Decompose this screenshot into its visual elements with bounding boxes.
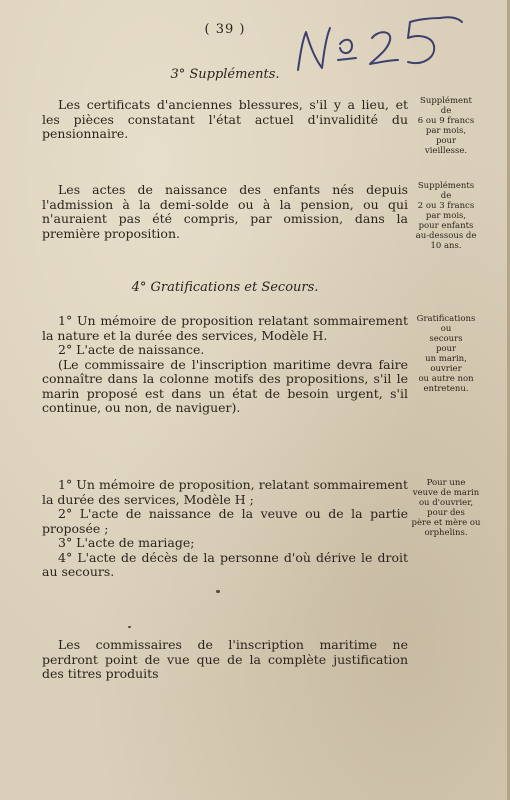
paragraph-gratifications-marin	[42, 314, 408, 416]
paragraph-text: Les commissaires de l'inscription maritime ne perdront point de vue que de la complète justification des titres produits	[42, 637, 408, 681]
paragraph-closing	[42, 638, 408, 682]
ink-spot	[216, 590, 220, 593]
paragraph-certificats	[42, 98, 408, 142]
margin-note-vieillesse: Supplément de 6 ou 9 francs par mois, pour vieillesse.	[417, 96, 475, 156]
list-item: 2° L'acte de naissance.	[58, 342, 205, 357]
paragraph-text: Les actes de naissance des enfants nés depuis l'admission à la demi-solde ou à la pension, ou qui n'auraient pas été compris, par omission, dans la première proposition.	[42, 182, 408, 241]
paragraph-actes-naissance	[42, 183, 408, 241]
paragraph-gratifications-veuve	[42, 478, 408, 580]
list-item: 4° L'acte de décès de la personne d'où dérive le droit au secours.	[42, 549, 408, 579]
section-heading-gratifications: 4° Gratifications et Secours.	[131, 280, 319, 295]
page-number: ( 39 )	[204, 22, 246, 37]
paragraph-text: Les certificats d'anciennes blessures, s'il y a lieu, et les pièces constatant l'état actuel d'invalidité du pensionnaire.	[42, 97, 408, 141]
list-item: 1° Un mémoire de proposition relatant sommairement la nature et la durée des services, Modèle H.	[42, 313, 408, 343]
list-item: 1° Un mémoire de proposition, relatant sommairement la durée des services, Modèle H ;	[42, 477, 408, 507]
margin-note-marin: Gratifications ou secours pour un marin, ouvrier ou autre non entretenu.	[416, 314, 476, 394]
margin-note-veuve: Pour une veuve de marin ou d'ouvrier, pour des père et mère ou orphelins.	[411, 478, 481, 538]
list-item: 3° L'acte de mariage;	[58, 535, 195, 550]
list-item: (Le commissaire de l'inscription maritime devra faire connaître dans la colonne motifs des propositions, s'il le marin proposé est dans un état de besoin urgent, s'il continue, ou non, de naviguer).	[42, 356, 408, 415]
ink-spot	[128, 626, 131, 628]
margin-note-enfants: Suppléments de 2 ou 3 francs par mois, pour enfants au-dessous de 10 ans.	[415, 181, 477, 251]
section-heading-supplements: 3° Suppléments.	[170, 67, 280, 82]
list-item: 2° L'acte de naissance de la veuve ou de la partie proposée ;	[42, 506, 408, 536]
